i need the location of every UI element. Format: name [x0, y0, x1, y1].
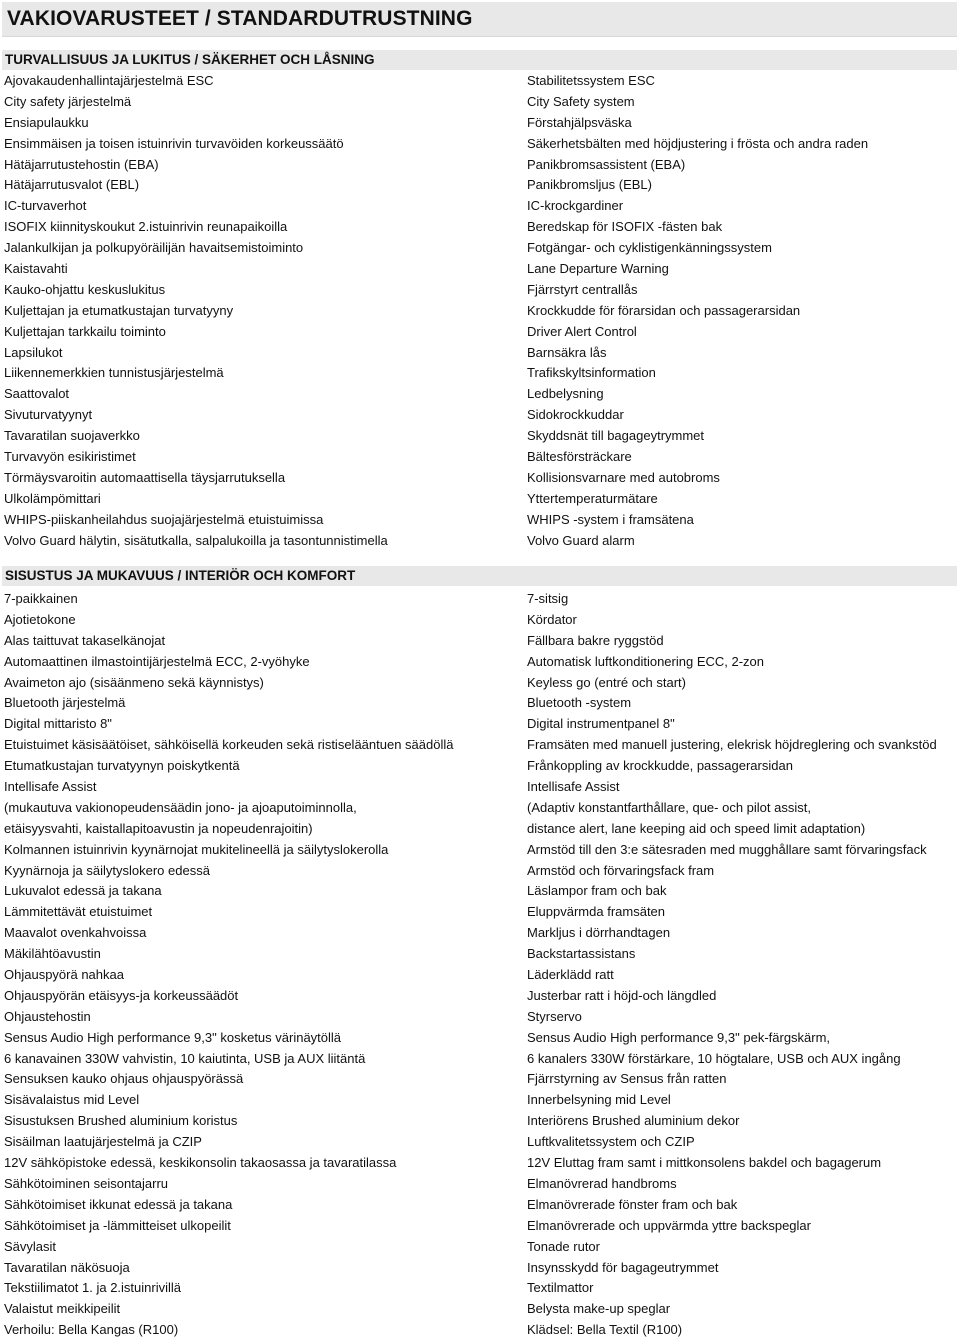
item-swedish: Lane Departure Warning: [527, 261, 669, 277]
list-item: [0, 510, 960, 531]
item-swedish: Skyddsnät till bagageytrymmet: [527, 428, 705, 444]
item-finnish: Etuistuimet käsisäätöiset, sähköisellä korkeuden sekä ristiselääntuen säädöllä: [4, 737, 454, 753]
item-finnish: Kauko-ohjattu keskuslukitus: [4, 281, 166, 297]
item-finnish: etäisyysvahti, kaistallapitoavustin ja nopeudenrajoitin): [4, 820, 313, 836]
item-finnish: Tavaratilan näkösuoja: [4, 1259, 130, 1275]
list-item: [0, 175, 960, 196]
list-item: [0, 259, 960, 280]
list-item: [0, 798, 960, 819]
list-item: [0, 652, 960, 673]
item-swedish: Klädsel: Bella Textil (R100): [527, 1322, 683, 1338]
item-swedish: 6 kanalers 330W förstärkare, 10 högtalare, USB och AUX ingång: [527, 1050, 901, 1066]
item-finnish: Ajovakaudenhallintajärjestelmä ESC: [4, 73, 214, 88]
list-item: [0, 1258, 960, 1279]
item-swedish: Justerbar ratt i höjd-och längdled: [527, 987, 717, 1003]
item-swedish: Luftkvalitetssystem och CZIP: [527, 1134, 695, 1150]
interior-equipment-list: [0, 589, 960, 1341]
list-item: [0, 1195, 960, 1216]
item-finnish: Sisäilman laatujärjestelmä ja CZIP: [4, 1134, 202, 1150]
list-item: [0, 735, 960, 756]
item-finnish: Lapsilukot: [4, 344, 63, 360]
item-swedish: Bluetooth -system: [527, 695, 632, 711]
item-swedish: Keyless go (entré och start): [527, 674, 686, 690]
list-item: [0, 902, 960, 923]
list-item: [0, 1132, 960, 1153]
list-item: [0, 343, 960, 364]
item-finnish: Sähkötoimiset ikkunat edessä ja takana: [4, 1196, 233, 1212]
item-finnish: Sensuksen kauko ohjaus ohjauspyörässä: [4, 1071, 244, 1087]
list-item: [0, 610, 960, 631]
list-item: [0, 589, 960, 610]
list-item: [0, 965, 960, 986]
item-finnish: Volvo Guard hälytin, sisätutkalla, salpalukoilla ja tasontunnistimella: [4, 532, 388, 548]
item-swedish: Fällbara bakre ryggstöd: [527, 632, 664, 648]
list-item: [0, 489, 960, 510]
item-swedish: Yttertemperaturmätare: [527, 490, 658, 506]
list-item: [0, 631, 960, 652]
item-finnish: Mäkilähtöavustin: [4, 946, 101, 962]
list-item: [0, 531, 960, 552]
list-item: [0, 92, 960, 113]
item-finnish: Liikennemerkkien tunnistusjärjestelmä: [4, 365, 224, 381]
item-swedish: Trafikskyltsinformation: [527, 365, 656, 381]
list-item: [0, 447, 960, 468]
item-finnish: Verhoilu: Bella Kangas (R100): [4, 1322, 179, 1338]
item-finnish: Valaistut meikkipeilit: [4, 1301, 121, 1317]
list-item: [0, 944, 960, 965]
item-finnish: 7-paikkainen: [4, 591, 78, 606]
item-swedish: Sensus Audio High performance 9,3" pek-färgskärm,: [527, 1029, 831, 1045]
page-title: VAKIOVARUSTEET / STANDARDUTRUSTNING: [7, 7, 473, 30]
item-finnish: Kyynärnoja ja säilytyslokero edessä: [4, 862, 210, 878]
item-finnish: Automaattinen ilmastointijärjestelmä ECC, 2-vyöhyke: [4, 653, 310, 669]
item-finnish: Turvavyön esikiristimet: [4, 449, 136, 465]
item-swedish: Sidokrockkuddar: [527, 407, 624, 423]
section-title: TURVALLISUUS JA LUKITUS / SÄKERHET OCH LÅSNING: [5, 52, 375, 67]
item-finnish: Sävylasit: [4, 1238, 57, 1254]
section-title: SISUSTUS JA MUKAVUUS / INTERIÖR OCH KOMFORT: [5, 568, 356, 583]
item-swedish: Digital instrumentpanel 8": [527, 716, 675, 732]
item-swedish: Interiörens Brushed aluminium dekor: [527, 1113, 740, 1129]
item-swedish: Krockkudde för förarsidan och passagerarsidan: [527, 302, 801, 318]
list-item: [0, 1216, 960, 1237]
list-item: [0, 1028, 960, 1049]
item-swedish: Elmanövrerad handbroms: [527, 1175, 677, 1191]
list-item: [0, 1069, 960, 1090]
list-item: [0, 756, 960, 777]
list-item: [0, 238, 960, 259]
item-swedish: Backstartassistans: [527, 946, 636, 962]
list-item: [0, 861, 960, 882]
item-finnish: Saattovalot: [4, 386, 70, 402]
item-finnish: Etumatkustajan turvatyynyn poiskytkentä: [4, 758, 240, 774]
item-finnish: Hätäjarrutustehostin (EBA): [4, 156, 159, 172]
item-swedish: Innerbelsyning mid Level: [527, 1092, 671, 1108]
item-swedish: Bältesförsträckare: [527, 449, 632, 465]
item-swedish: 12V Eluttag fram samt i mittkonsolens bakdel och bagagerum: [527, 1155, 882, 1171]
item-finnish: Maavalot ovenkahvoissa: [4, 925, 147, 941]
item-finnish: Hätäjarrutusvalot (EBL): [4, 177, 140, 193]
list-item: [0, 363, 960, 384]
item-swedish: Säkerhetsbälten med höjdjustering i frösta och andra raden: [527, 135, 869, 151]
item-finnish: Alas taittuvat takaselkänojat: [4, 632, 166, 648]
list-item: [0, 1237, 960, 1258]
item-swedish: Elmanövrerade och uppvärmda yttre backspeglar: [527, 1217, 811, 1233]
item-finnish: Ohjaustehostin: [4, 1008, 91, 1024]
item-swedish: Armstöd till den 3:e sätesraden med mugghållare samt förvaringsfack: [527, 841, 927, 857]
item-finnish: Ensiapulaukku: [4, 114, 89, 130]
item-finnish: IC-turvaverhot: [4, 198, 87, 214]
item-swedish: Fotgängar- och cyklistigenkänningssystem: [527, 240, 772, 256]
list-item: [0, 384, 960, 405]
item-finnish: WHIPS-piiskanheilahdus suojajärjestelmä etuistuimissa: [4, 511, 324, 527]
item-finnish: ISOFIX kiinnityskoukut 2.istuinrivin reunapaikoilla: [4, 219, 288, 235]
list-item: [0, 881, 960, 902]
item-finnish: Kaistavahti: [4, 261, 68, 277]
list-item: [0, 1090, 960, 1111]
item-finnish: Sisävalaistus mid Level: [4, 1092, 140, 1108]
item-finnish: 12V sähköpistoke edessä, keskikonsolin takaosassa ja tavaratilassa: [4, 1155, 397, 1171]
list-item: [0, 217, 960, 238]
list-item: [0, 923, 960, 944]
list-item: [0, 322, 960, 343]
item-finnish: Törmäysvaroitin automaattisella täysjarrutuksella: [4, 469, 286, 485]
item-finnish: Ohjauspyörän etäisyys-ja korkeussäädöt: [4, 987, 239, 1003]
item-swedish: Fjärrstyrning av Sensus från ratten: [527, 1071, 727, 1087]
list-item: [0, 71, 960, 92]
item-swedish: Insynsskydd för bagageutrymmet: [527, 1259, 719, 1275]
item-swedish: Läslampor fram och bak: [527, 883, 667, 899]
list-item: [0, 280, 960, 301]
item-swedish: Beredskap för ISOFIX -fästen bak: [527, 219, 723, 235]
list-item: [0, 777, 960, 798]
list-item: [0, 134, 960, 155]
list-item: [0, 673, 960, 694]
list-item: [0, 986, 960, 1007]
item-finnish: Avaimeton ajo (sisäänmeno sekä käynnistys): [4, 674, 264, 690]
item-swedish: Eluppvärmda framsäten: [527, 904, 666, 920]
safety-equipment-list: [0, 71, 960, 551]
item-finnish: Ensimmäisen ja toisen istuinrivin turvavöiden korkeussäätö: [4, 135, 344, 151]
item-swedish: Driver Alert Control: [527, 323, 637, 339]
item-finnish: Lukuvalot edessä ja takana: [4, 883, 162, 899]
item-swedish: Elmanövrerade fönster fram och bak: [527, 1196, 738, 1212]
item-finnish: Sähkötoiminen seisontajarru: [4, 1175, 169, 1191]
item-finnish: Sivuturvatyynyt: [4, 407, 93, 423]
item-finnish: Kuljettajan tarkkailu toiminto: [4, 323, 166, 339]
list-item: [0, 155, 960, 176]
item-swedish: Läderklädd ratt: [527, 967, 614, 983]
list-item: [0, 426, 960, 447]
item-swedish: Styrservo: [527, 1008, 582, 1024]
list-item: [0, 1299, 960, 1320]
list-item: [0, 405, 960, 426]
item-finnish: Sensus Audio High performance 9,3" kosketus värinäytöllä: [4, 1029, 342, 1045]
list-item: [0, 1278, 960, 1299]
item-swedish: Markljus i dörrhandtagen: [527, 925, 671, 941]
section-heading-safety: [2, 50, 957, 70]
item-swedish: Armstöd och förvaringsfack fram: [527, 862, 715, 878]
item-swedish: Fjärrstyrt centrallås: [527, 281, 638, 297]
item-swedish: Kollisionsvarnare med autobroms: [527, 469, 720, 485]
item-swedish: Frånkoppling av krockkudde, passagerarsidan: [527, 758, 793, 774]
item-swedish: Intellisafe Assist: [527, 779, 620, 795]
item-swedish: Stabilitetssystem ESC: [527, 73, 655, 88]
item-finnish: Lämmitettävät etuistuimet: [4, 904, 153, 920]
item-swedish: (Adaptiv konstantfarthållare, que- och pilot assist,: [527, 799, 811, 815]
list-item: [0, 113, 960, 134]
item-swedish: Automatisk luftkonditionering ECC, 2-zon: [527, 653, 765, 669]
list-item: [0, 1153, 960, 1174]
section-heading-interior: [2, 566, 957, 586]
item-finnish: Tekstiilimatot 1. ja 2.istuinrivillä: [4, 1280, 182, 1296]
item-finnish: Ajotietokone: [4, 611, 76, 627]
list-item: [0, 840, 960, 861]
item-finnish: Ulkolämpömittari: [4, 490, 101, 506]
item-finnish: Kuljettajan ja etumatkustajan turvatyyny: [4, 302, 234, 318]
item-finnish: (mukautuva vakionopeudensäädin jono- ja ajoaputoiminnolla,: [4, 799, 357, 815]
item-swedish: WHIPS -system i framsätena: [527, 511, 694, 527]
item-finnish: Sähkötoimiset ja -lämmitteiset ulkopeilit: [4, 1217, 231, 1233]
item-finnish: Sisustuksen Brushed aluminium koristus: [4, 1113, 238, 1129]
item-swedish: Tonade rutor: [527, 1238, 600, 1254]
item-swedish: Förstahjälpsväska: [527, 114, 632, 130]
item-swedish: Volvo Guard alarm: [527, 532, 635, 548]
list-item: [0, 301, 960, 322]
item-swedish: Panikbromsljus (EBL): [527, 177, 652, 193]
item-swedish: Panikbromsassistent (EBA): [527, 156, 686, 172]
item-swedish: Belysta make-up speglar: [527, 1301, 671, 1317]
item-swedish: Kördator: [527, 611, 577, 627]
list-item: [0, 196, 960, 217]
item-finnish: Ohjauspyörä nahkaa: [4, 967, 124, 983]
item-swedish: Ledbelysning: [527, 386, 604, 402]
list-item: [0, 693, 960, 714]
item-finnish: Digital mittaristo 8": [4, 716, 112, 732]
list-item: [0, 468, 960, 489]
list-item: [0, 819, 960, 840]
item-finnish: 6 kanavainen 330W vahvistin, 10 kaiutinta, USB ja AUX liitäntä: [4, 1050, 366, 1066]
list-item: [0, 1174, 960, 1195]
list-item: [0, 1007, 960, 1028]
item-swedish: IC-krockgardiner: [527, 198, 624, 214]
item-finnish: Tavaratilan suojaverkko: [4, 428, 140, 444]
list-item: [0, 714, 960, 735]
item-swedish: City Safety system: [527, 93, 635, 109]
item-swedish: Barnsäkra lås: [527, 344, 607, 360]
item-finnish: City safety järjestelmä: [4, 93, 132, 109]
item-finnish: Intellisafe Assist: [4, 779, 97, 795]
item-swedish: Framsäten med manuell justering, elekrisk höjdreglering och svankstöd: [527, 737, 937, 753]
list-item: [0, 1049, 960, 1070]
item-finnish: Bluetooth järjestelmä: [4, 695, 126, 711]
item-swedish: Textilmattor: [527, 1280, 594, 1296]
item-finnish: Jalankulkijan ja polkupyöräilijän havaitsemistoiminto: [4, 240, 304, 256]
item-swedish: 7-sitsig: [527, 591, 569, 606]
list-item: [0, 1320, 960, 1341]
list-item: [0, 1111, 960, 1132]
item-swedish: distance alert, lane keeping aid och speed limit adaptation): [527, 820, 866, 836]
title-bar: [2, 2, 957, 37]
item-finnish: Kolmannen istuinrivin kyynärnojat mukitelineellä ja säilytyslokerolla: [4, 841, 389, 857]
